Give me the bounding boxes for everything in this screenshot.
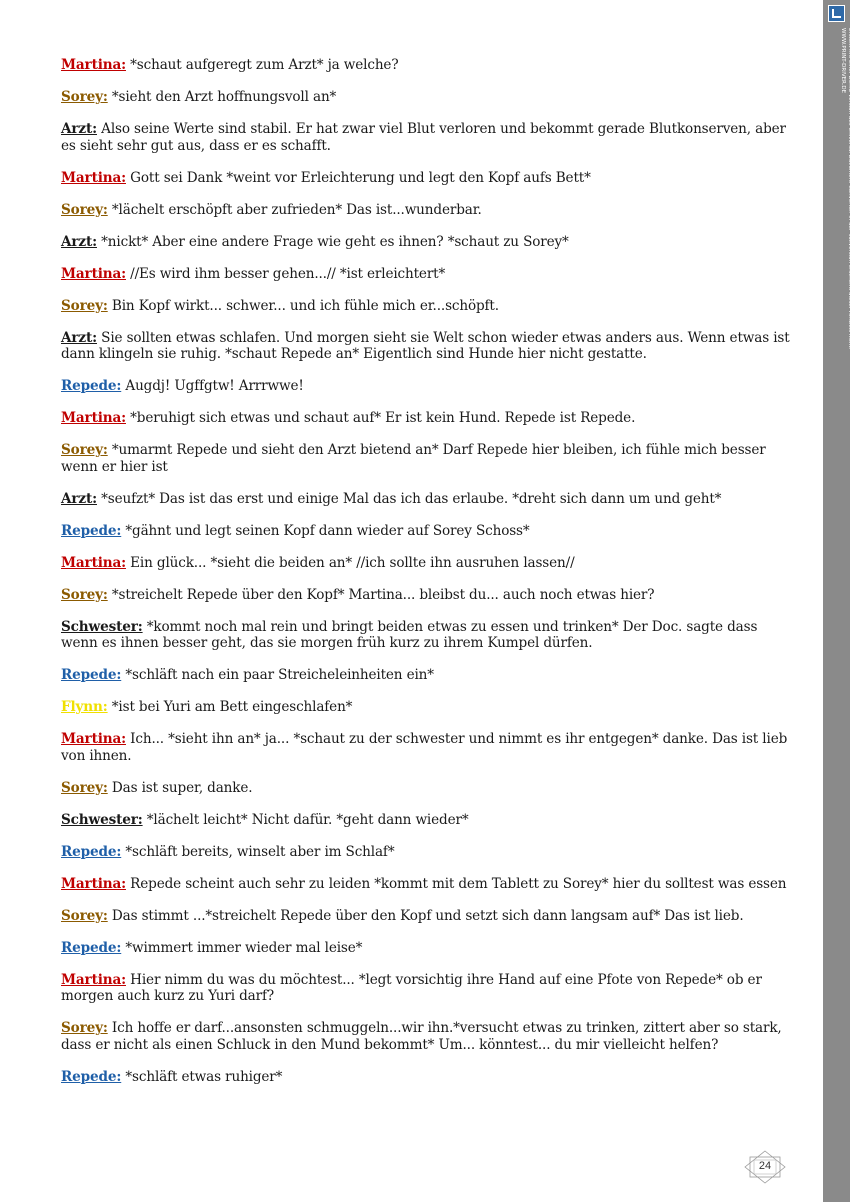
speaker-name: Sorey: [61,779,108,796]
speaker-name: Repede: [61,378,122,394]
speaker-name: Martina: [61,169,126,186]
speaker-name: Repede: [61,939,122,956]
speaker-name: Martina: [61,410,126,426]
watermark-text [839,28,853,349]
dialogue-line [61,410,791,427]
dialogue-text: Augdj! Ugffgtw! Arrrwwe! [125,378,304,394]
dialogue-text: Gott sei Dank *weint vor Erleichterung und legt den Kopf aufs Bett* [130,169,591,186]
dialogue-text: Also seine Werte sind stabil. Er hat zwar viel Blut verloren und bekommt gerade Blutkonserven, aber es sieht sehr gut aus, dass er es schafft. [61,121,786,154]
dialogue-line [61,89,791,106]
dialogue-text: *seufzt* Das ist das erst und einige Mal das ich das erlaube. *dreht sich dann um und geht* [101,490,722,507]
dialogue-line [61,619,791,652]
dialogue-text: Ein glück... *sieht die beiden an* //ich sollte ihn ausruhen lassen// [130,554,575,571]
dialogue-line [61,298,791,315]
dialogue-line [61,330,791,363]
dialogue-text: *kommt noch mal rein und bringt beiden etwas zu essen und trinken* Der Doc. sagte dass wenn es ihnen besser geht, das sie morgen früh kurz zu ihrem Kumpel dürfen. [61,618,758,651]
speaker-name: Sorey: [61,297,108,314]
dialogue-text: Bin Kopf wirkt... schwer... und ich fühle mich er...schöpft. [111,297,499,314]
page-number-badge [744,1150,786,1184]
dialogue-line [61,587,791,604]
speaker-name: Arzt: [61,329,97,346]
dialogue-line [61,699,791,716]
speaker-name: Arzt: [61,121,97,137]
dialogue-line [61,170,791,187]
page-number: 24 [758,1160,772,1172]
dialogue-line [61,876,791,893]
dialogue-text: Sie sollten etwas schlafen. Und morgen sieht sie Welt schon wieder etwas anders aus. Wenn etwas ist dann klingeln sie ruhig. *schaut Repede an* Eigentlich sind Hunde hier nicht gestatte. [61,329,790,362]
speaker-name: Sorey: [61,201,108,218]
dialogue-text: *schläft etwas ruhiger* [125,1068,283,1085]
dialogue-line [61,940,791,957]
speaker-name: Sorey: [61,89,108,105]
dialogue-line [61,57,791,74]
dialogue-line [61,266,791,283]
dialogue-line [61,731,791,764]
dialogue-content [61,57,791,1101]
speaker-name: Martina: [61,57,126,73]
dialogue-text: Das stimmt ...*streichelt Repede über den Kopf und setzt sich dann langsam auf* Das ist lieb. [111,907,744,924]
dialogue-line [61,812,791,829]
dialogue-text: *streichelt Repede über den Kopf* Martina... bleibst du... auch noch etwas hier? [111,586,655,603]
speaker-name: Flynn: [61,699,108,715]
dialogue-text: Ich... *sieht ihn an* ja... *schaut zu der schwester und nimmt es ihr entgegen* danke. Das ist lieb von ihnen. [61,731,788,764]
speaker-name: Repede: [61,522,122,539]
dialogue-text: Hier nimm du was du möchtest... *legt vorsichtig ihre Hand auf eine Pfote von Repede* ob er morgen auch kurz zu Yuri darf? [61,971,762,1004]
watermark-line-2: WWW.PRINT-DRIVER.DE [840,28,846,94]
dialogue-line [61,234,791,251]
dialogue-line [61,378,791,395]
dialogue-text: *schläft bereits, winselt aber im Schlaf* [125,843,395,860]
speaker-name: Martina: [61,971,126,988]
speaker-name: Schwester: [61,811,143,828]
speaker-name: Schwester: [61,618,143,635]
dialogue-text: *beruhigt sich etwas und schaut auf* Er ist kein Hund. Repede ist Repede. [130,410,636,426]
dialogue-text: *schaut aufgeregt zum Arzt* ja welche? [130,57,399,73]
dialogue-line [61,491,791,508]
dialogue-line [61,555,791,572]
dialogue-line [61,523,791,540]
speaker-name: Sorey: [61,442,108,458]
speaker-name: Repede: [61,843,122,860]
dialogue-line [61,1020,791,1053]
dialogue-text: *lächelt leicht* Nicht dafür. *geht dann wieder* [146,811,469,828]
dialogue-line [61,844,791,861]
speaker-name: Sorey: [61,1020,108,1036]
dialogue-line [61,442,791,475]
speaker-name: Arzt: [61,233,97,250]
dialogue-text: Das ist super, danke. [111,779,253,796]
speaker-name: Martina: [61,554,126,571]
speaker-name: Arzt: [61,490,97,507]
speaker-name: Repede: [61,1068,122,1085]
dialogue-text: *gähnt und legt seinen Kopf dann wieder auf Sorey Schoss* [125,522,530,539]
watermark-line-1: Erstellt mit einer Demo-Version des Universal Document Converter. In der Vollversion erscheint dieser Hinweis nicht. [847,28,853,350]
dialogue-text: //Es wird ihm besser gehen...// *ist erleichtert* [130,265,446,282]
dialogue-line [61,908,791,925]
speaker-name: Martina: [61,875,126,892]
dialogue-line [61,667,791,684]
dialogue-text: Repede scheint auch sehr zu leiden *kommt mit dem Tablett zu Sorey* hier du solltest was essen [130,875,787,892]
document-converter-logo-icon [828,5,845,22]
dialogue-text: *nickt* Aber eine andere Frage wie geht es ihnen? *schaut zu Sorey* [101,233,569,250]
dialogue-text: Ich hoffe er darf...ansonsten schmuggeln...wir ihn.*versucht etwas zu trinken, zittert aber so stark, dass er nicht als einen Schluck in den Mund bekommt* Um... könntest... du mir vielleicht helfen? [61,1020,782,1053]
speaker-name: Martina: [61,731,126,747]
dialogue-line [61,1069,791,1086]
dialogue-line [61,780,791,797]
dialogue-text: *lächelt erschöpft aber zufrieden* Das ist...wunderbar. [111,201,482,218]
speaker-name: Repede: [61,667,122,683]
speaker-name: Sorey: [61,907,108,924]
dialogue-text: *sieht den Arzt hoffnungsvoll an* [111,89,337,105]
dialogue-text: *wimmert immer wieder mal leise* [125,939,363,956]
speaker-name: Martina: [61,265,126,282]
dialogue-line [61,121,791,154]
watermark-sidebar [823,0,853,1202]
dialogue-text: *schläft nach ein paar Streicheleinheiten ein* [125,667,434,683]
dialogue-text: *umarmt Repede und sieht den Arzt bietend an* Darf Repede hier bleiben, ich fühle mich besser wenn er hier ist [61,442,766,475]
speaker-name: Sorey: [61,586,108,603]
dialogue-text: *ist bei Yuri am Bett eingeschlafen* [111,699,353,715]
dialogue-line [61,972,791,1005]
dialogue-line [61,202,791,219]
